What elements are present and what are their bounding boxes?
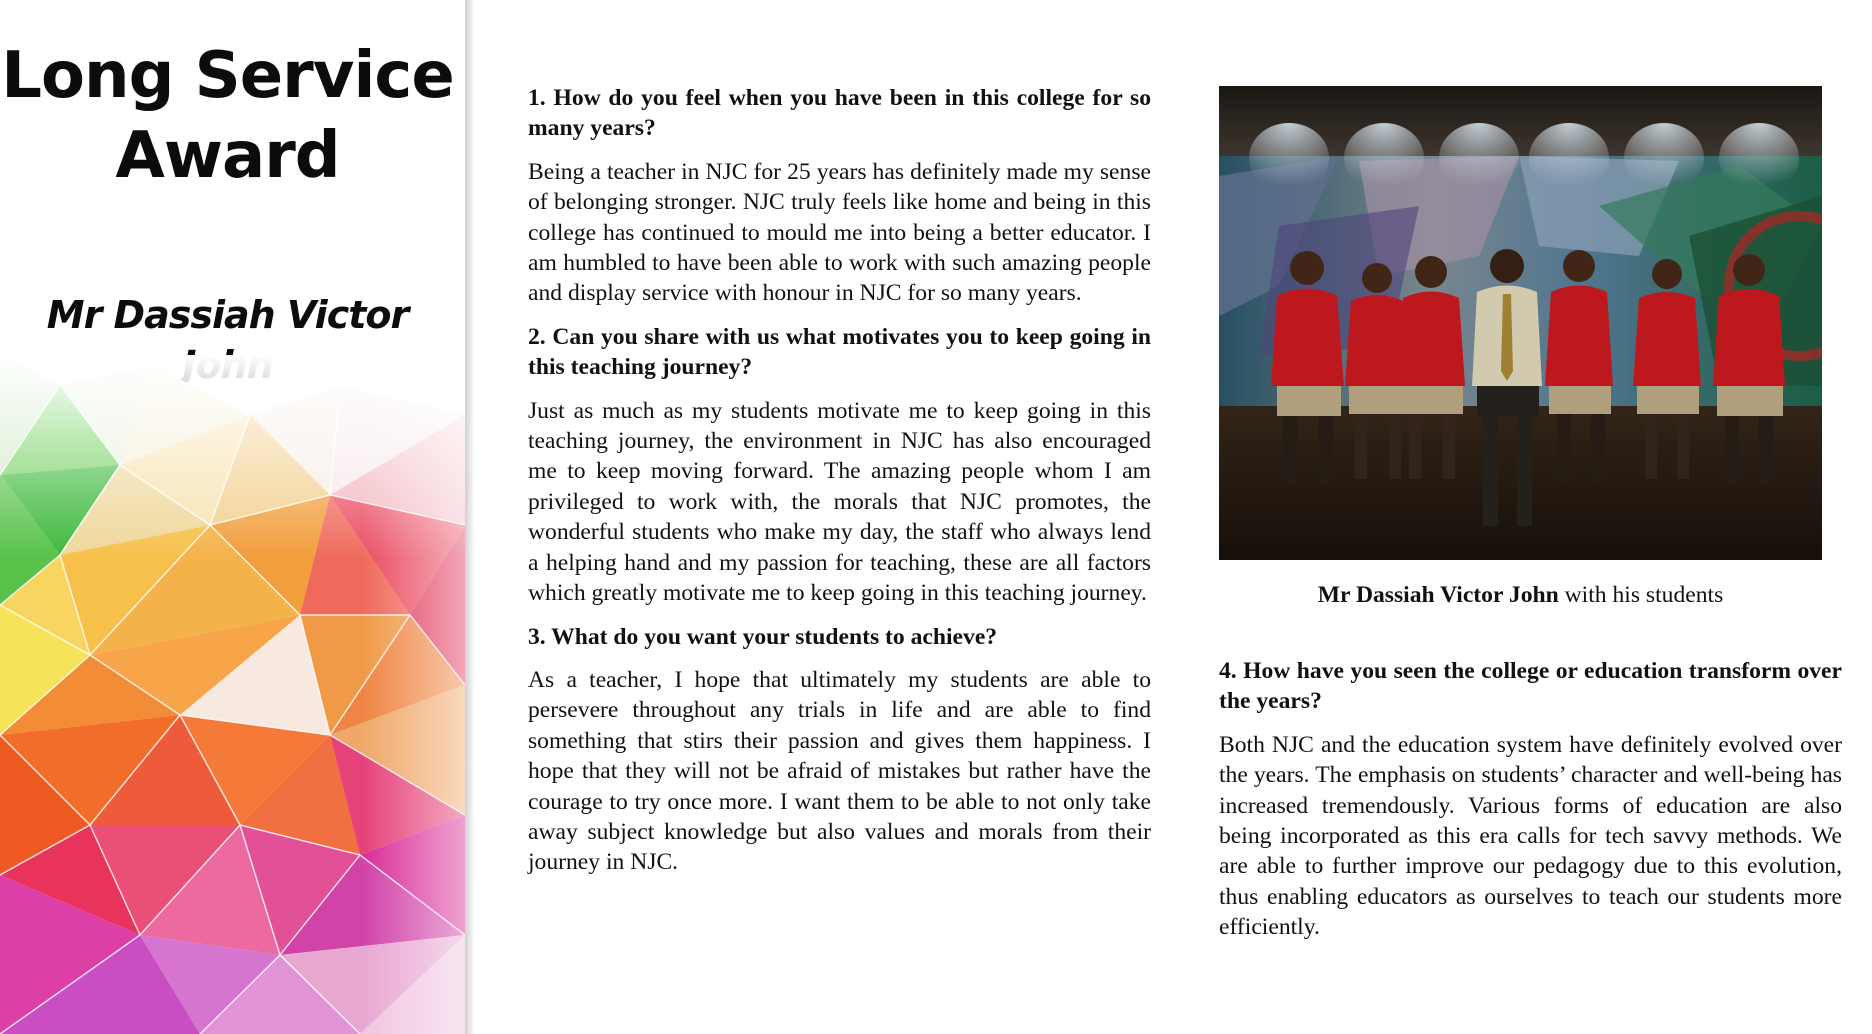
photo-caption — [1219, 580, 1822, 610]
honoree-name: Mr Dassiah Victor — [46, 293, 409, 337]
caption-text: with his students — [1558, 582, 1724, 608]
group-photo — [1219, 86, 1822, 560]
question-3: 3. What do you want your students to achieve? — [528, 623, 998, 650]
question-4: 4. How have you seen the college or education transform over the years? — [1219, 658, 1842, 715]
answer-3: As a teacher, I hope that ultimately my students are able to persevere throughout any trials in life and are able to find something that stirs their passion and gives them happiness. I hope that they will not be afraid of mistakes but rather have the courage to try once more. I want them to be able to not only take away subject knowledge but also values and morals from their journey in NJC. — [528, 666, 1151, 876]
question-2: 2. Can you share with us what motivates you to keep going in this teaching journey? — [528, 323, 1151, 381]
question-1: 1. How do you feel when you have been in this college for so many years? — [528, 85, 1151, 142]
answer-4: Both NJC and the education system have definitely evolved over the years. The emphasis on students’ character and well-being has increased tremendously. Various forms of education are also being incorporated as this era calls for tech savvy methods. We are able to further improve our pedagogy due to this evolution, thus enabling educators as ourselves to teach our students more efficiently. — [1219, 731, 1842, 941]
answer-1: Being a teacher in NJC for 25 years has definitely made my sense of belonging stronger. NJC truly feels like home and being in this college has continued to mould me into being a better educator. I am humbled to have been able to work with such amazing people and display service with honour in NJC for so many years. — [528, 158, 1151, 307]
page-title — [0, 36, 455, 196]
polygon-art-decoration — [0, 355, 465, 1034]
interview-column-left — [528, 83, 1151, 891]
sidebar — [0, 0, 465, 1034]
title-line-1: Long Service — [1, 39, 454, 113]
interview-column-right — [1219, 656, 1842, 956]
title-line-2: Award — [115, 119, 340, 193]
answer-2: Just as much as my students motivate me to keep going in this teaching journey, the environment in NJC has also encouraged me to keep moving forward. The amazing people whom I am privileged to work with, the morals that NJC promotes, the wonderful students who make my day, the staff who always lend a helping hand and my passion for teaching, these are all factors which greatly motivate me to keep going in this teaching journey. — [528, 397, 1151, 607]
caption-name: Mr Dassiah Victor John — [1317, 582, 1559, 608]
sidebar-divider-shadow — [465, 0, 475, 1034]
